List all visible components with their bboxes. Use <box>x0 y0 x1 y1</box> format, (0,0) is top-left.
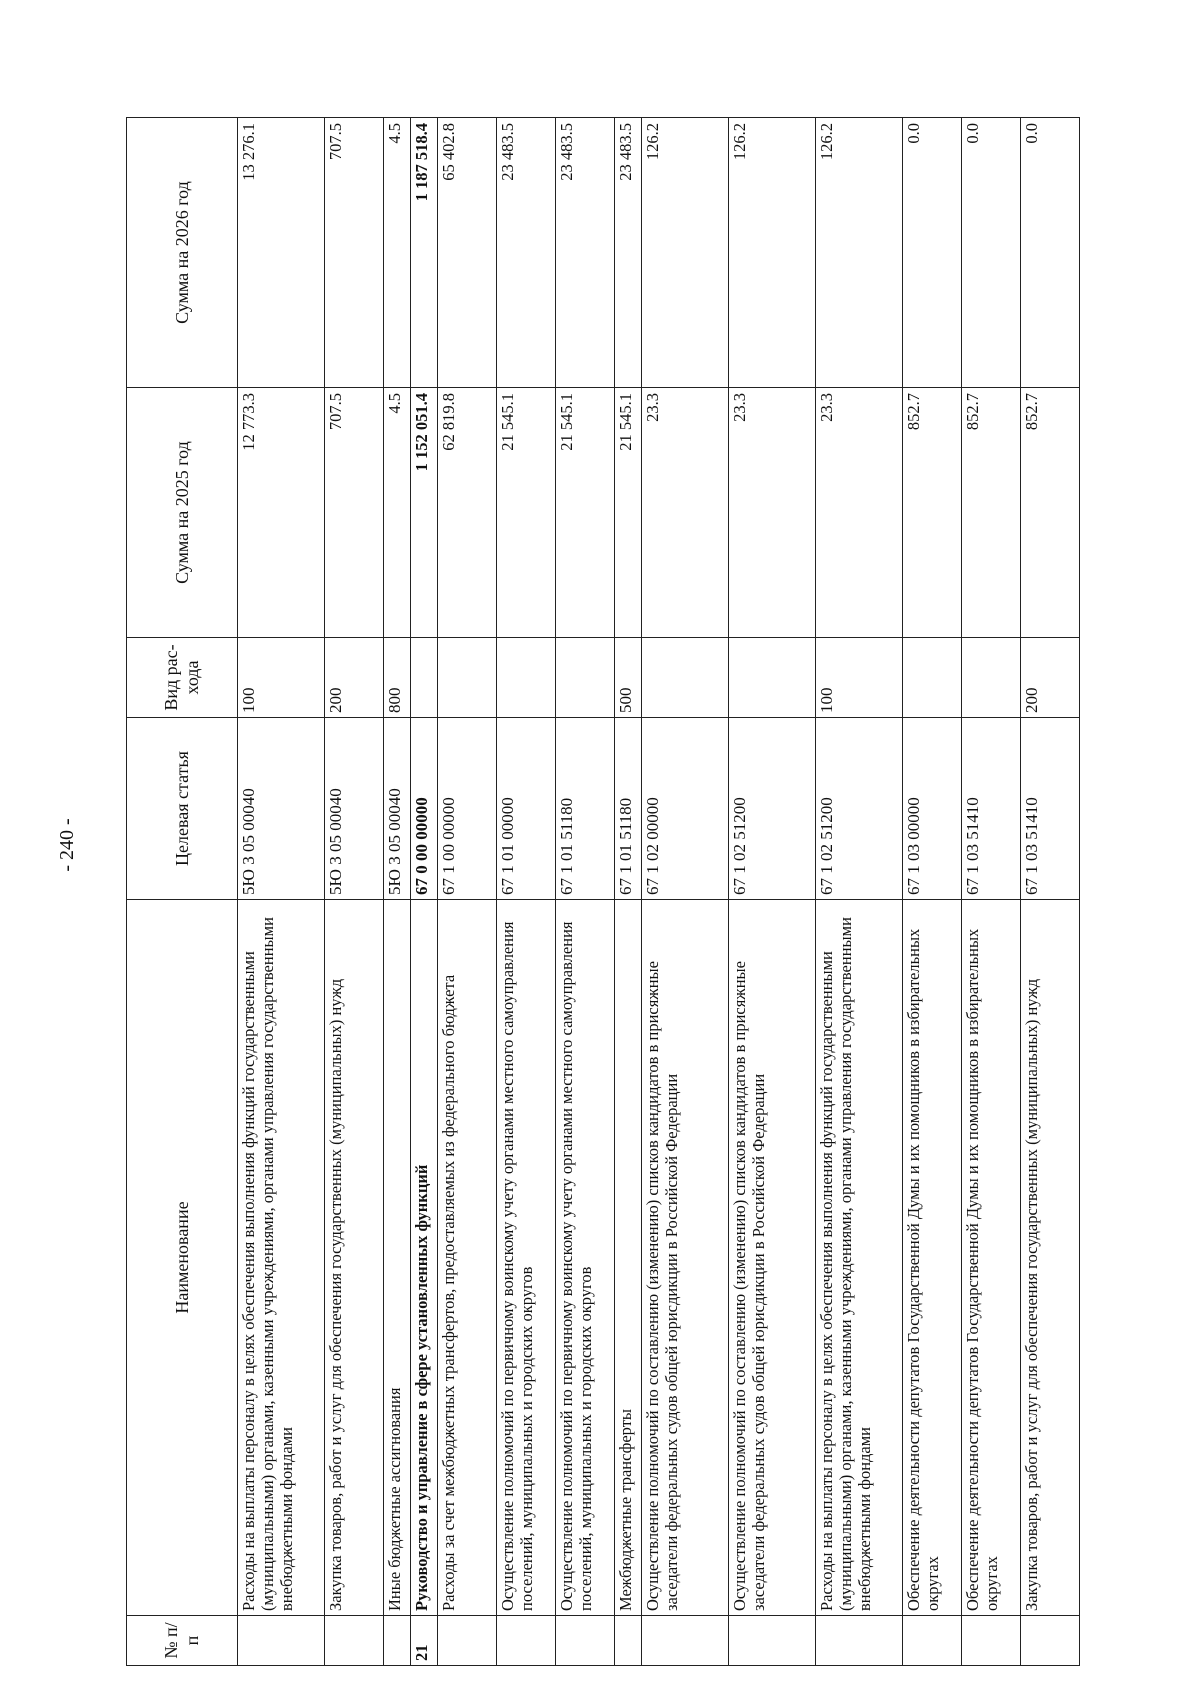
cell-2025: 23.3 <box>729 388 816 638</box>
cell-target: 67 1 00 00000 <box>438 718 497 900</box>
cell-name: Обеспечение деятельности депутатов Государственной Думы и их помощников в избирательных округах <box>903 900 962 1616</box>
cell-2026: 126.2 <box>642 118 729 388</box>
cell-kind: 200 <box>325 638 384 718</box>
table-row <box>325 118 384 1666</box>
cell-target: 67 1 01 51180 <box>615 718 642 900</box>
cell-name: Осуществление полномочий по первичному воинскому учету органами местного самоуправления поселений, муниципальных и городских округов <box>497 900 556 1616</box>
cell-kind <box>556 638 615 718</box>
cell-kind <box>642 638 729 718</box>
cell-target: 5Ю 3 05 00040 <box>238 718 325 900</box>
cell-num <box>642 1616 729 1666</box>
cell-name: Осуществление полномочий по первичному воинскому учету органами местного самоуправления поселений, муниципальных и городских округов <box>556 900 615 1616</box>
cell-2026: 23 483.5 <box>615 118 642 388</box>
cell-num <box>497 1616 556 1666</box>
cell-num <box>615 1616 642 1666</box>
cell-name: Руководство и управление в сфере установленных функций <box>411 900 438 1616</box>
cell-name: Расходы на выплаты персоналу в целях обеспечения выполнения функций государственными (муниципальными) органами, казенными учреждениями, органами управления государственными внебюджетными фондами <box>238 900 325 1616</box>
cell-2025: 1 152 051.4 <box>411 388 438 638</box>
cell-2025: 707.5 <box>325 388 384 638</box>
cell-name: Закупка товаров, работ и услуг для обеспечения государственных (муниципальных) нужд <box>1021 900 1080 1616</box>
table-row <box>384 118 411 1666</box>
table-row <box>1021 118 1080 1666</box>
cell-2025: 12 773.3 <box>238 388 325 638</box>
cell-2025: 4.5 <box>384 388 411 638</box>
cell-2026: 707.5 <box>325 118 384 388</box>
table-row <box>962 118 1021 1666</box>
cell-num <box>816 1616 903 1666</box>
table-row-section <box>411 118 438 1666</box>
cell-target: 67 1 02 51200 <box>816 718 903 900</box>
cell-kind: 100 <box>816 638 903 718</box>
header-name: Наименование <box>127 900 238 1616</box>
cell-2026: 4.5 <box>384 118 411 388</box>
page-number: - 240 - <box>56 818 78 872</box>
cell-num <box>238 1616 325 1666</box>
header-kind: Вид рас-хода <box>127 638 238 718</box>
cell-target: 67 1 03 51410 <box>1021 718 1080 900</box>
cell-kind <box>497 638 556 718</box>
cell-kind <box>438 638 497 718</box>
cell-kind: 200 <box>1021 638 1080 718</box>
table-row <box>438 118 497 1666</box>
cell-name: Расходы на выплаты персоналу в целях обеспечения выполнения функций государственными (муниципальными) органами, казенными учреждениями, органами управления государственными внебюджетными фондами <box>816 900 903 1616</box>
table-row <box>816 118 903 1666</box>
cell-target: 67 1 03 00000 <box>903 718 962 900</box>
table-row <box>615 118 642 1666</box>
cell-2025: 23.3 <box>816 388 903 638</box>
cell-target: 67 0 00 00000 <box>411 718 438 900</box>
table-row <box>238 118 325 1666</box>
cell-2025: 21 545.1 <box>615 388 642 638</box>
cell-target: 67 1 02 51200 <box>729 718 816 900</box>
cell-2026: 0.0 <box>903 118 962 388</box>
table-row <box>642 118 729 1666</box>
cell-target: 67 1 03 51410 <box>962 718 1021 900</box>
cell-num <box>325 1616 384 1666</box>
cell-2025: 23.3 <box>642 388 729 638</box>
cell-2025: 852.7 <box>962 388 1021 638</box>
cell-num <box>438 1616 497 1666</box>
cell-target: 5Ю 3 05 00040 <box>325 718 384 900</box>
header-num: № п/п <box>127 1616 238 1666</box>
header-target: Целевая статья <box>127 718 238 900</box>
cell-num <box>1021 1616 1080 1666</box>
cell-kind <box>729 638 816 718</box>
cell-kind: 800 <box>384 638 411 718</box>
cell-2025: 62 819.8 <box>438 388 497 638</box>
table-row <box>556 118 615 1666</box>
cell-2026: 0.0 <box>962 118 1021 388</box>
cell-target: 67 1 01 00000 <box>497 718 556 900</box>
table-row <box>729 118 816 1666</box>
cell-num <box>384 1616 411 1666</box>
cell-name: Закупка товаров, работ и услуг для обеспечения государственных (муниципальных) нужд <box>325 900 384 1616</box>
cell-2025: 21 545.1 <box>497 388 556 638</box>
cell-2026: 23 483.5 <box>497 118 556 388</box>
cell-2026: 1 187 518.4 <box>411 118 438 388</box>
cell-kind <box>962 638 1021 718</box>
cell-2026: 126.2 <box>816 118 903 388</box>
cell-name: Межбюджетные трансферты <box>615 900 642 1616</box>
cell-target: 67 1 02 00000 <box>642 718 729 900</box>
cell-kind: 500 <box>615 638 642 718</box>
budget-table <box>126 117 1080 1666</box>
cell-2026: 23 483.5 <box>556 118 615 388</box>
header-2026: Сумма на 2026 год <box>127 118 238 388</box>
table-row <box>903 118 962 1666</box>
cell-kind <box>411 638 438 718</box>
cell-kind: 100 <box>238 638 325 718</box>
cell-num <box>903 1616 962 1666</box>
cell-2026: 126.2 <box>729 118 816 388</box>
table-header-row <box>127 118 238 1666</box>
cell-num <box>729 1616 816 1666</box>
cell-num: 21 <box>411 1616 438 1666</box>
cell-2025: 21 545.1 <box>556 388 615 638</box>
cell-num <box>962 1616 1021 1666</box>
cell-name: Иные бюджетные ассигнования <box>384 900 411 1616</box>
cell-2026: 0.0 <box>1021 118 1080 388</box>
cell-name: Осуществление полномочий по составлению (изменению) списков кандидатов в присяжные заседатели федеральных судов общей юрисдикции в Российской Федерации <box>729 900 816 1616</box>
cell-2026: 65 402.8 <box>438 118 497 388</box>
budget-table-container <box>126 118 1076 1666</box>
cell-kind <box>903 638 962 718</box>
cell-name: Расходы за счет межбюджетных трансфертов, предоставляемых из федерального бюджета <box>438 900 497 1616</box>
header-2025: Сумма на 2025 год <box>127 388 238 638</box>
cell-target: 67 1 01 51180 <box>556 718 615 900</box>
cell-2026: 13 276.1 <box>238 118 325 388</box>
cell-2025: 852.7 <box>903 388 962 638</box>
cell-name: Обеспечение деятельности депутатов Государственной Думы и их помощников в избирательных округах <box>962 900 1021 1616</box>
cell-name: Осуществление полномочий по составлению (изменению) списков кандидатов в присяжные заседатели федеральных судов общей юрисдикции в Российской Федерации <box>642 900 729 1616</box>
table-row <box>497 118 556 1666</box>
cell-num <box>556 1616 615 1666</box>
cell-target: 5Ю 3 05 00040 <box>384 718 411 900</box>
cell-2025: 852.7 <box>1021 388 1080 638</box>
